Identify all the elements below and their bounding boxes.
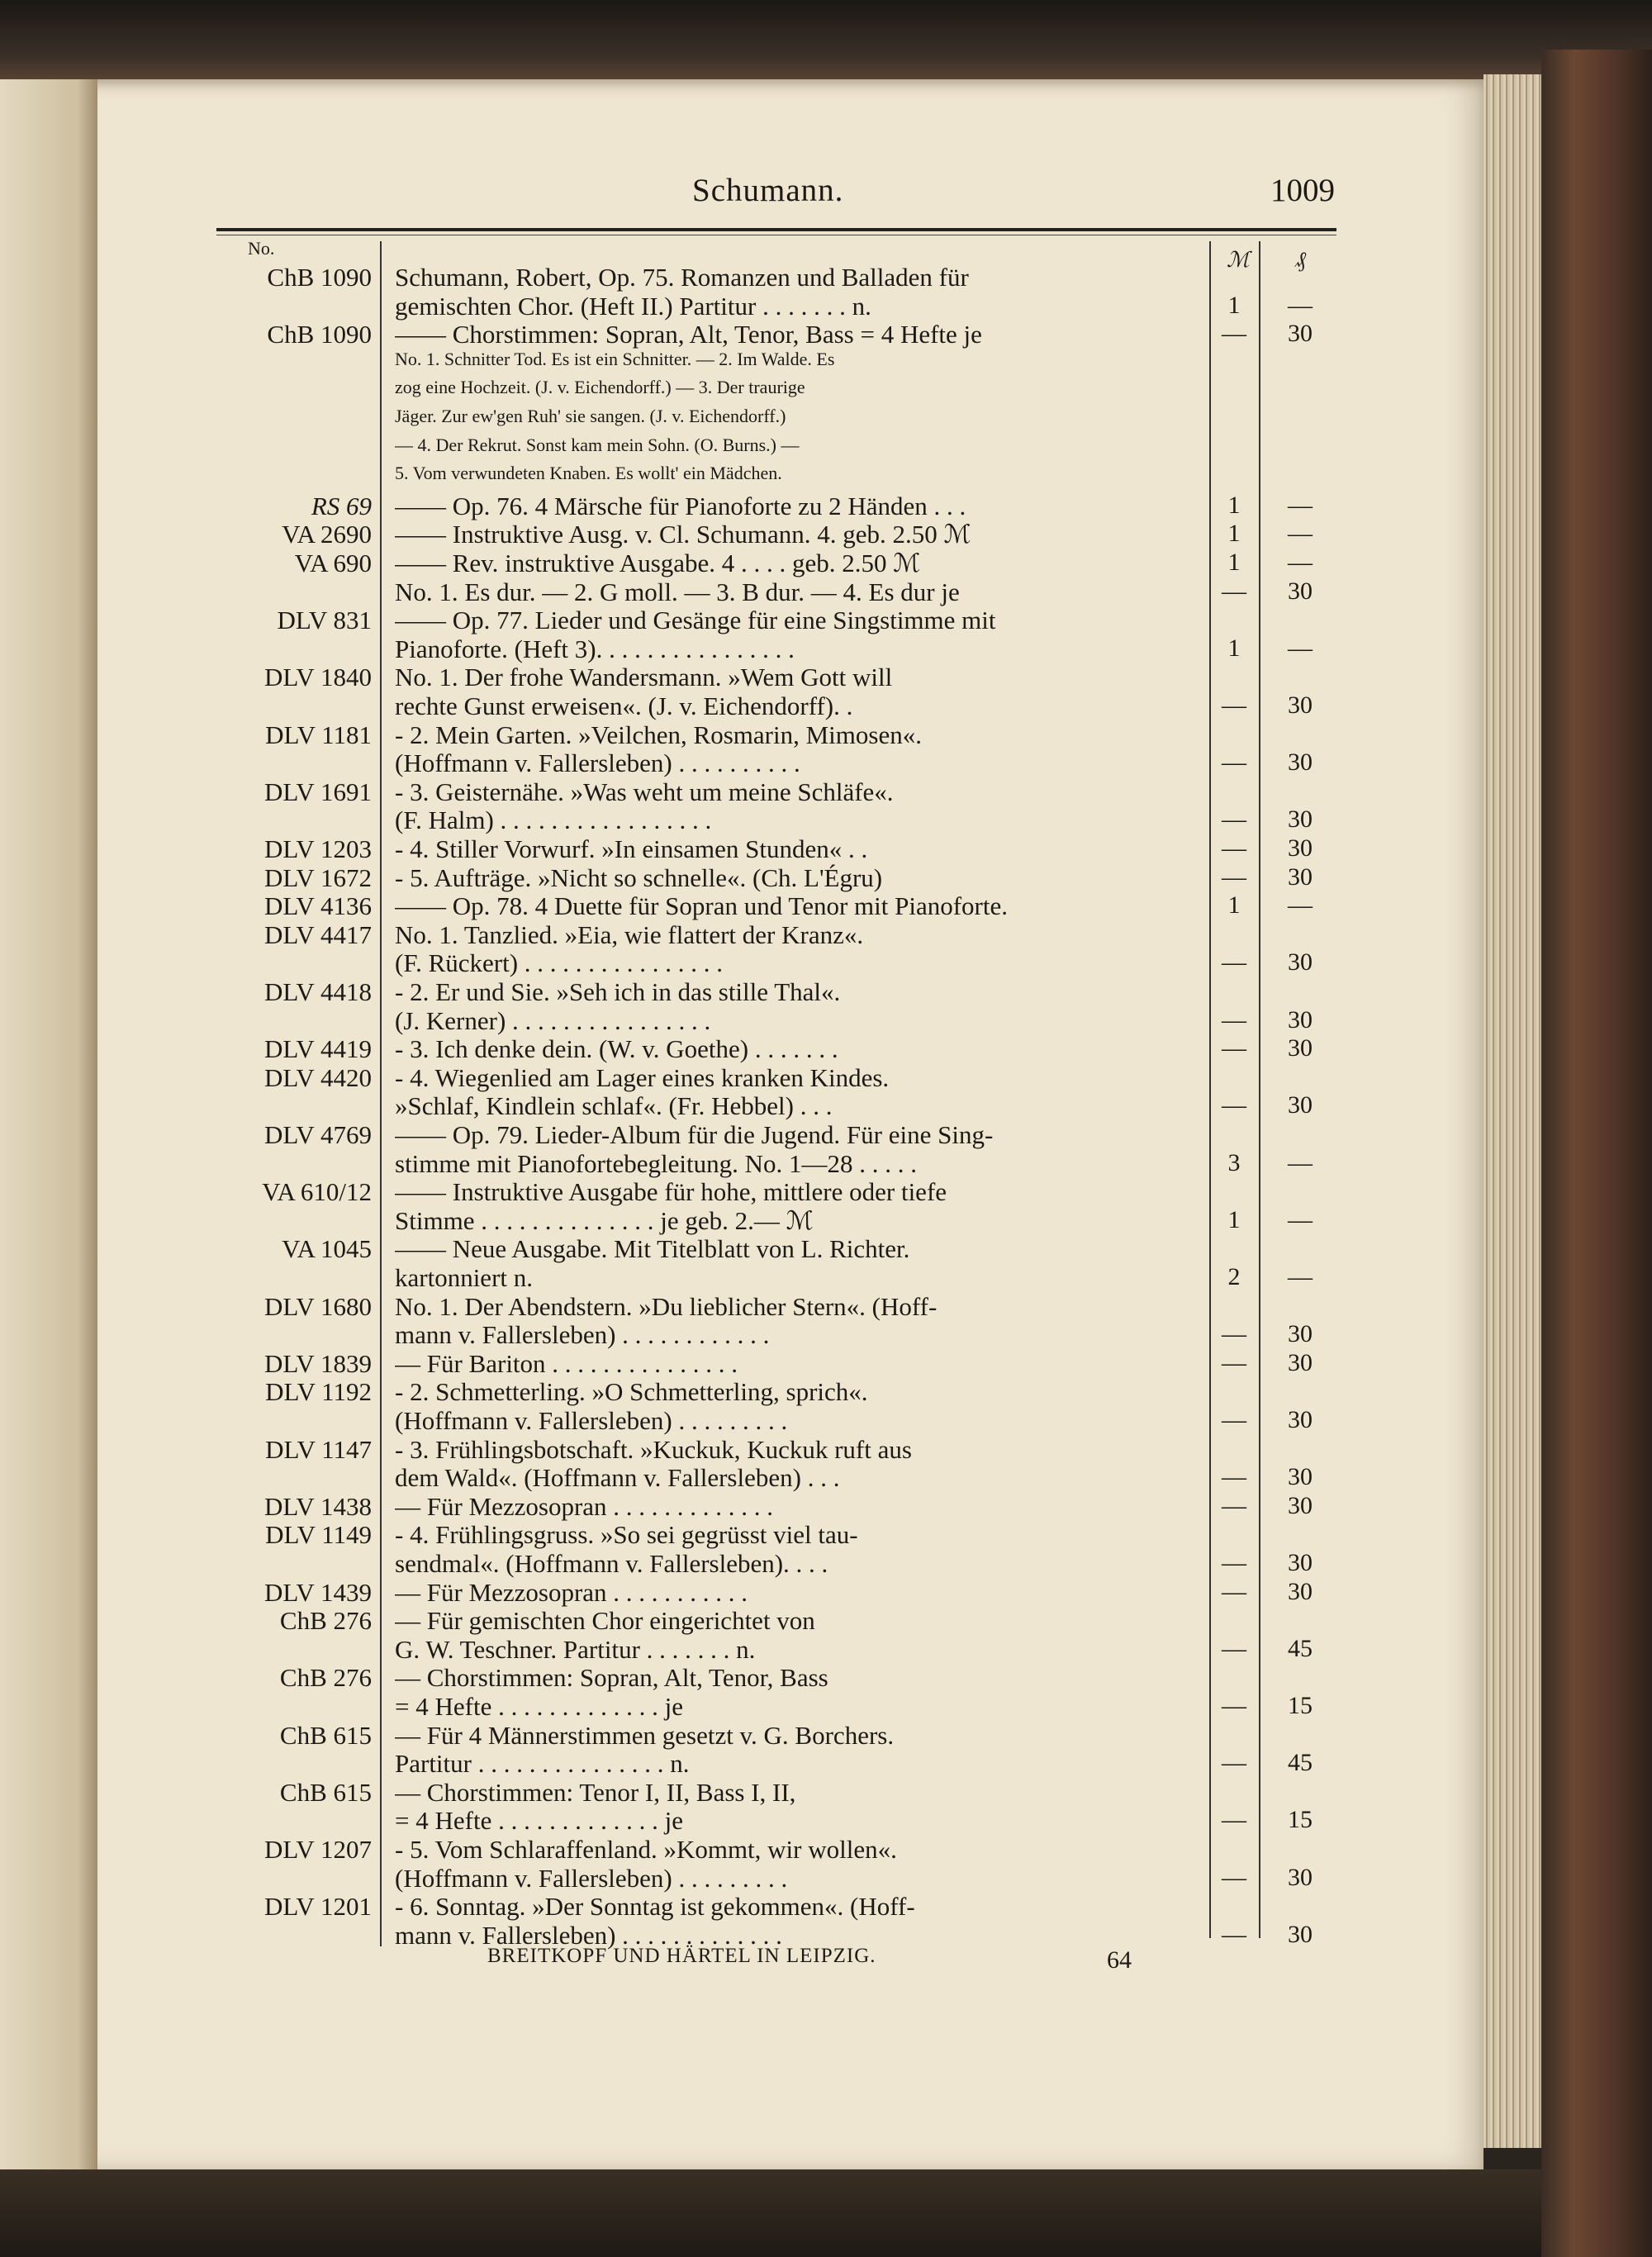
entry-text: — Chorstimmen: Sopran, Alt, Tenor, Bass — [395, 1663, 828, 1693]
catalog-number: DLV 1147 — [265, 1434, 372, 1464]
catalog-number: RS 69 — [311, 491, 372, 520]
table-row — [0, 1892, 1404, 1923]
column-head-no: No. — [248, 238, 275, 259]
entry-text: - 2. Mein Garten. »Veilchen, Rosmarin, Mimosen«. — [395, 720, 922, 749]
table-row — [0, 263, 1404, 294]
catalog-number: ChB 276 — [279, 1606, 372, 1636]
table-row — [0, 1206, 1404, 1238]
table-row — [0, 1663, 1404, 1694]
entry-text: sendmal«. (Hoffmann v. Fallersleben). . . . — [395, 1549, 828, 1578]
catalog-number: DLV 1149 — [265, 1520, 372, 1550]
price-pfennig: 30 — [1288, 1491, 1313, 1519]
table-row — [0, 1377, 1404, 1409]
catalog-number: DLV 4420 — [263, 1062, 372, 1092]
entry-text: (F. Halm) . . . . . . . . . . . . . . . . . — [395, 805, 712, 835]
entry-text: zog eine Hochzeit. (J. v. Eichendorff.) — 3. Der traurige — [395, 377, 805, 398]
catalog-number: DLV 4769 — [263, 1120, 372, 1149]
entry-text: —— Op. 77. Lieder und Gesänge für eine Singstimme mit — [395, 606, 996, 635]
entry-text: —— Rev. instruktive Ausgabe. 4 . . . . geb. 2.50 ℳ — [395, 549, 921, 577]
catalog-number: ChB 276 — [279, 1663, 372, 1693]
table-row — [0, 1149, 1404, 1181]
entry-text: dem Wald«. (Hoffmann v. Fallersleben) . . . — [395, 1463, 840, 1493]
catalog-number: DLV 1181 — [265, 720, 372, 749]
table-row — [0, 1463, 1404, 1494]
price-pfennig: 30 — [1288, 1920, 1313, 1948]
price-mark: — — [1222, 1320, 1246, 1348]
table-row — [0, 1177, 1404, 1209]
price-pfennig: 45 — [1288, 1749, 1313, 1777]
table-row — [0, 1778, 1404, 1809]
table-row — [0, 520, 1404, 551]
catalog-number: DLV 4417 — [263, 919, 372, 949]
entry-text: —— Chorstimmen: Sopran, Alt, Tenor, Bass = 4 Hefte je — [395, 320, 982, 349]
entry-text: (F. Rückert) . . . . . . . . . . . . . . . . — [395, 948, 724, 978]
price-mark: — — [1222, 1005, 1246, 1033]
table-row — [0, 1806, 1404, 1837]
table-row — [0, 634, 1404, 666]
entry-text: — Für 4 Männerstimmen gesetzt v. G. Borchers. — [395, 1720, 895, 1750]
entry-text: — Für gemischten Chor eingerichtet von — [395, 1606, 815, 1636]
page-edges — [1483, 74, 1541, 2148]
price-mark: — — [1222, 834, 1246, 862]
price-mark: 1 — [1227, 520, 1241, 548]
price-mark: — — [1222, 577, 1246, 605]
entry-text: - 4. Stiller Vorwurf. »In einsamen Stunden« . . — [395, 834, 868, 863]
price-pfennig: 45 — [1288, 1634, 1313, 1662]
price-mark: — — [1222, 1806, 1246, 1834]
price-pfennig: 30 — [1288, 1005, 1313, 1033]
table-row — [0, 1006, 1404, 1038]
entry-text: mann v. Fallersleben) . . . . . . . . . . . . . — [395, 1920, 782, 1950]
entry-text: No. 1. Der Abendstern. »Du lieblicher Stern«. (Hoff- — [395, 1291, 938, 1321]
entry-text: - 4. Frühlingsgruss. »So sei gegrüsst viel tau- — [395, 1520, 858, 1550]
catalog-number: DLV 1672 — [263, 862, 372, 892]
entry-text: »Schlaf, Kindlein schlaf«. (Fr. Hebbel) . . . — [395, 1091, 833, 1121]
entry-text: —— Op. 76. 4 Märsche für Pianoforte zu 2 Händen . . . — [395, 491, 966, 520]
price-pfennig: 30 — [1288, 948, 1313, 976]
catalog-number: DLV 831 — [277, 606, 372, 635]
entry-text: = 4 Hefte . . . . . . . . . . . . . je — [395, 1806, 683, 1836]
price-mark: — — [1222, 805, 1246, 834]
catalog-number: ChB 1090 — [267, 320, 372, 349]
catalog-number: DLV 4419 — [263, 1034, 372, 1064]
table-row — [0, 1406, 1404, 1437]
entry-text: (Hoffmann v. Fallersleben) . . . . . . . . . — [395, 1863, 788, 1893]
entry-text: —— Op. 78. 4 Duette für Sopran und Tenor mit Pianoforte. — [395, 891, 1009, 921]
table-row — [0, 549, 1404, 580]
running-header — [0, 172, 1487, 221]
table-row — [0, 805, 1404, 837]
table-row — [0, 1091, 1404, 1123]
price-mark: 1 — [1227, 891, 1241, 919]
table-row — [0, 349, 1404, 380]
entry-text: = 4 Hefte . . . . . . . . . . . . . je — [395, 1692, 683, 1721]
page-title: Schumann. — [692, 173, 844, 208]
entry-text: — Chorstimmen: Tenor I, II, Bass I, II, — [395, 1777, 796, 1807]
price-mark: — — [1222, 1091, 1246, 1119]
price-pfennig: 30 — [1288, 862, 1313, 891]
table-row — [0, 606, 1404, 637]
price-mark: — — [1222, 748, 1246, 777]
price-pfennig: — — [1288, 520, 1313, 548]
entry-text: 5. Vom verwundeten Knaben. Es wollt' ein Mädchen. — [395, 463, 782, 484]
catalog-number: DLV 1680 — [263, 1291, 372, 1321]
entry-text: Jäger. Zur ew'gen Ruh' sie sangen. (J. v. Eichendorff.) — [395, 406, 786, 426]
price-mark: 1 — [1227, 549, 1241, 576]
entry-text: kartonniert n. — [395, 1263, 534, 1292]
table-row — [0, 720, 1404, 752]
price-pfennig: 30 — [1288, 1577, 1313, 1605]
price-pfennig: 30 — [1288, 834, 1313, 862]
catalog-number: DLV 4418 — [263, 977, 372, 1006]
table-row — [0, 691, 1404, 723]
table-row — [0, 777, 1404, 809]
header-rule — [216, 228, 1336, 231]
price-pfennig: 30 — [1288, 691, 1313, 719]
price-pfennig: 30 — [1288, 577, 1313, 605]
entry-text: G. W. Teschner. Partitur . . . . . . . n. — [395, 1634, 756, 1664]
price-mark: — — [1222, 320, 1246, 348]
table-row — [0, 1635, 1404, 1666]
price-mark: — — [1222, 1749, 1246, 1777]
entry-text: —— Instruktive Ausgabe für hohe, mittlere oder tiefe — [395, 1177, 947, 1207]
entry-text: - 2. Er und Sie. »Seh ich in das stille Thal«. — [395, 977, 841, 1006]
entry-text: — 4. Der Rekrut. Sonst kam mein Sohn. (O. Burns.) — — [395, 434, 800, 455]
table-row — [0, 1520, 1404, 1551]
price-mark: 1 — [1227, 1205, 1241, 1233]
price-mark: — — [1222, 1406, 1246, 1433]
table-row — [0, 406, 1404, 437]
table-row — [0, 977, 1404, 1009]
table-row — [0, 292, 1404, 323]
entry-text: Pianoforte. (Heft 3). . . . . . . . . . . . . . . . — [395, 634, 795, 663]
price-mark: — — [1222, 1491, 1246, 1519]
entry-text: - 4. Wiegenlied am Lager eines kranken Kindes. — [395, 1062, 890, 1092]
price-mark: — — [1222, 1549, 1246, 1576]
price-mark: 1 — [1227, 491, 1241, 519]
price-pfennig: 15 — [1288, 1692, 1313, 1719]
signature-mark: 64 — [1107, 1946, 1132, 1974]
price-pfennig: 30 — [1288, 320, 1313, 348]
table-row — [0, 492, 1404, 523]
catalog-number: DLV 1192 — [265, 1377, 372, 1407]
price-mark: — — [1222, 1348, 1246, 1376]
table-row — [0, 1234, 1404, 1266]
table-row — [0, 1549, 1404, 1580]
table-row — [0, 1606, 1404, 1637]
catalog-number: VA 2690 — [282, 520, 372, 549]
price-mark: — — [1222, 1577, 1246, 1605]
entry-text: gemischten Chor. (Heft II.) Partitur . . . . . . . n. — [395, 291, 871, 321]
entry-text: - 3. Ich denke dein. (W. v. Goethe) . . . . . . . — [395, 1034, 838, 1064]
table-row — [0, 1749, 1404, 1780]
table-row — [0, 463, 1404, 494]
book-cover-top — [0, 0, 1652, 83]
catalog-number: DLV 1203 — [263, 834, 372, 863]
table-row — [0, 1721, 1404, 1752]
price-pfennig: 30 — [1288, 1091, 1313, 1119]
price-pfennig: — — [1288, 291, 1313, 319]
book-bottom — [0, 2169, 1541, 2257]
price-pfennig: 30 — [1288, 1549, 1313, 1576]
catalog-number: VA 690 — [294, 549, 372, 577]
price-pfennig: 30 — [1288, 1863, 1313, 1891]
table-row — [0, 1263, 1404, 1295]
catalog-number: VA 1045 — [282, 1234, 372, 1264]
price-pfennig: 30 — [1288, 1463, 1313, 1491]
entry-text: No. 1. Tanzlied. »Eia, wie flattert der Kranz«. — [395, 919, 864, 949]
catalog-number: ChB 615 — [279, 1720, 372, 1750]
entry-text: - 5. Vom Schlaraffenland. »Kommt, wir wollen«. — [395, 1835, 897, 1864]
price-pfennig: — — [1288, 1263, 1313, 1290]
table-row — [0, 320, 1404, 351]
price-mark: 1 — [1227, 291, 1241, 319]
price-mark: — — [1222, 948, 1246, 976]
price-pfennig: — — [1288, 549, 1313, 576]
table-row — [0, 435, 1404, 466]
publisher-footer: BREITKOPF UND HÄRTEL IN LEIPZIG. — [487, 1945, 876, 1967]
table-row — [0, 1578, 1404, 1609]
catalog-number: DLV 1439 — [263, 1577, 372, 1607]
entry-text: - 2. Schmetterling. »O Schmetterling, sprich«. — [395, 1377, 868, 1407]
catalog-number: DLV 1201 — [263, 1892, 372, 1922]
table-row — [0, 577, 1404, 609]
table-row — [0, 863, 1404, 895]
entry-text: - 3. Geisternähe. »Was weht um meine Schläfe«. — [395, 777, 894, 806]
entry-text: mann v. Fallersleben) . . . . . . . . . . . . — [395, 1320, 770, 1350]
price-mark: — — [1222, 1920, 1246, 1948]
price-pfennig: 15 — [1288, 1806, 1313, 1834]
table-row — [0, 663, 1404, 694]
entry-text: (Hoffmann v. Fallersleben) . . . . . . . . . . — [395, 748, 800, 778]
entry-text: —— Instruktive Ausg. v. Cl. Schumann. 4. geb. 2.50 ℳ — [395, 520, 971, 549]
table-row — [0, 377, 1404, 408]
table-row — [0, 1034, 1404, 1066]
table-row — [0, 1692, 1404, 1723]
entry-text: Schumann, Robert, Op. 75. Romanzen und Balladen für — [395, 263, 969, 292]
price-pfennig: 30 — [1288, 1034, 1313, 1062]
catalog-number: ChB 615 — [279, 1777, 372, 1807]
catalog-number: VA 610/12 — [262, 1177, 372, 1207]
entry-text: No. 1. Es dur. — 2. G moll. — 3. B dur. — 4. Es dur je — [395, 577, 960, 606]
price-pfennig: 30 — [1288, 1320, 1313, 1348]
entry-text: No. 1. Der frohe Wandersmann. »Wem Gott will — [395, 663, 893, 692]
price-pfennig: — — [1288, 1205, 1313, 1233]
price-mark: — — [1222, 1692, 1246, 1719]
table-row — [0, 1864, 1404, 1895]
price-mark: 2 — [1227, 1263, 1241, 1290]
table-row — [0, 920, 1404, 952]
price-pfennig: — — [1288, 634, 1313, 662]
column-head-pfennig: ₰ — [1295, 248, 1306, 272]
entry-text: (Hoffmann v. Fallersleben) . . . . . . . . . — [395, 1406, 788, 1435]
entry-text: - 3. Frühlingsbotschaft. »Kuckuk, Kuckuk ruft aus — [395, 1434, 912, 1464]
table-row — [0, 1835, 1404, 1866]
entry-text: stimme mit Pianofortebegleitung. No. 1—28 . . . . . — [395, 1148, 917, 1178]
table-row — [0, 748, 1404, 780]
price-mark: 1 — [1227, 634, 1241, 662]
entry-text: rechte Gunst erweisen«. (J. v. Eichendorff). . — [395, 691, 853, 720]
table-row — [0, 1063, 1404, 1095]
entry-text: Partitur . . . . . . . . . . . . . . . n. — [395, 1749, 690, 1779]
table-row — [0, 1349, 1404, 1380]
catalog-number: DLV 1438 — [263, 1491, 372, 1521]
table-row — [0, 834, 1404, 866]
price-mark: 3 — [1227, 1148, 1241, 1176]
entry-text: (J. Kerner) . . . . . . . . . . . . . . . . — [395, 1005, 711, 1035]
price-mark: — — [1222, 1463, 1246, 1491]
entry-text: — Für Mezzosopran . . . . . . . . . . . . . — [395, 1491, 774, 1521]
catalog-number: DLV 1207 — [263, 1835, 372, 1864]
entry-text: No. 1. Schnitter Tod. Es ist ein Schnitter. — 2. Im Walde. Es — [395, 348, 835, 369]
catalog-number: DLV 1691 — [263, 777, 372, 806]
price-mark: — — [1222, 1634, 1246, 1662]
book-spine — [1541, 50, 1652, 2257]
table-row — [0, 1120, 1404, 1152]
entry-text: — Für Bariton . . . . . . . . . . . . . . . — [395, 1348, 738, 1378]
table-row — [0, 1492, 1404, 1523]
catalog-number: DLV 1840 — [263, 663, 372, 692]
price-pfennig: — — [1288, 1148, 1313, 1176]
price-mark: — — [1222, 691, 1246, 719]
price-pfennig: 30 — [1288, 1406, 1313, 1433]
price-pfennig: 30 — [1288, 805, 1313, 834]
price-mark: — — [1222, 862, 1246, 891]
entry-text: — Für Mezzosopran . . . . . . . . . . . — [395, 1577, 748, 1607]
table-row — [0, 1320, 1404, 1352]
table-row — [0, 948, 1404, 980]
entry-text: - 6. Sonntag. »Der Sonntag ist gekommen«. (Hoff- — [395, 1892, 915, 1922]
price-pfennig: — — [1288, 491, 1313, 519]
price-pfennig: 30 — [1288, 1348, 1313, 1376]
entry-text: Stimme . . . . . . . . . . . . . . je geb. 2.— ℳ — [395, 1205, 814, 1235]
entry-text: —— Neue Ausgabe. Mit Titelblatt von L. Richter. — [395, 1234, 910, 1264]
price-mark: — — [1222, 1863, 1246, 1891]
catalog-number: ChB 1090 — [267, 263, 372, 292]
table-row — [0, 1292, 1404, 1323]
table-row — [0, 1435, 1404, 1466]
page-number: 1009 — [1270, 173, 1335, 208]
price-mark: — — [1222, 1034, 1246, 1062]
price-pfennig: — — [1288, 891, 1313, 919]
table-row — [0, 891, 1404, 923]
catalog-number: DLV 4136 — [263, 891, 372, 921]
entry-text: - 5. Aufträge. »Nicht so schnelle«. (Ch. L'Égru) — [395, 862, 883, 892]
column-head-mark: ℳ — [1227, 248, 1250, 272]
catalog-number: DLV 1839 — [263, 1348, 372, 1378]
entry-text: —— Op. 79. Lieder-Album für die Jugend. Für eine Sing- — [395, 1120, 994, 1149]
price-pfennig: 30 — [1288, 748, 1313, 777]
